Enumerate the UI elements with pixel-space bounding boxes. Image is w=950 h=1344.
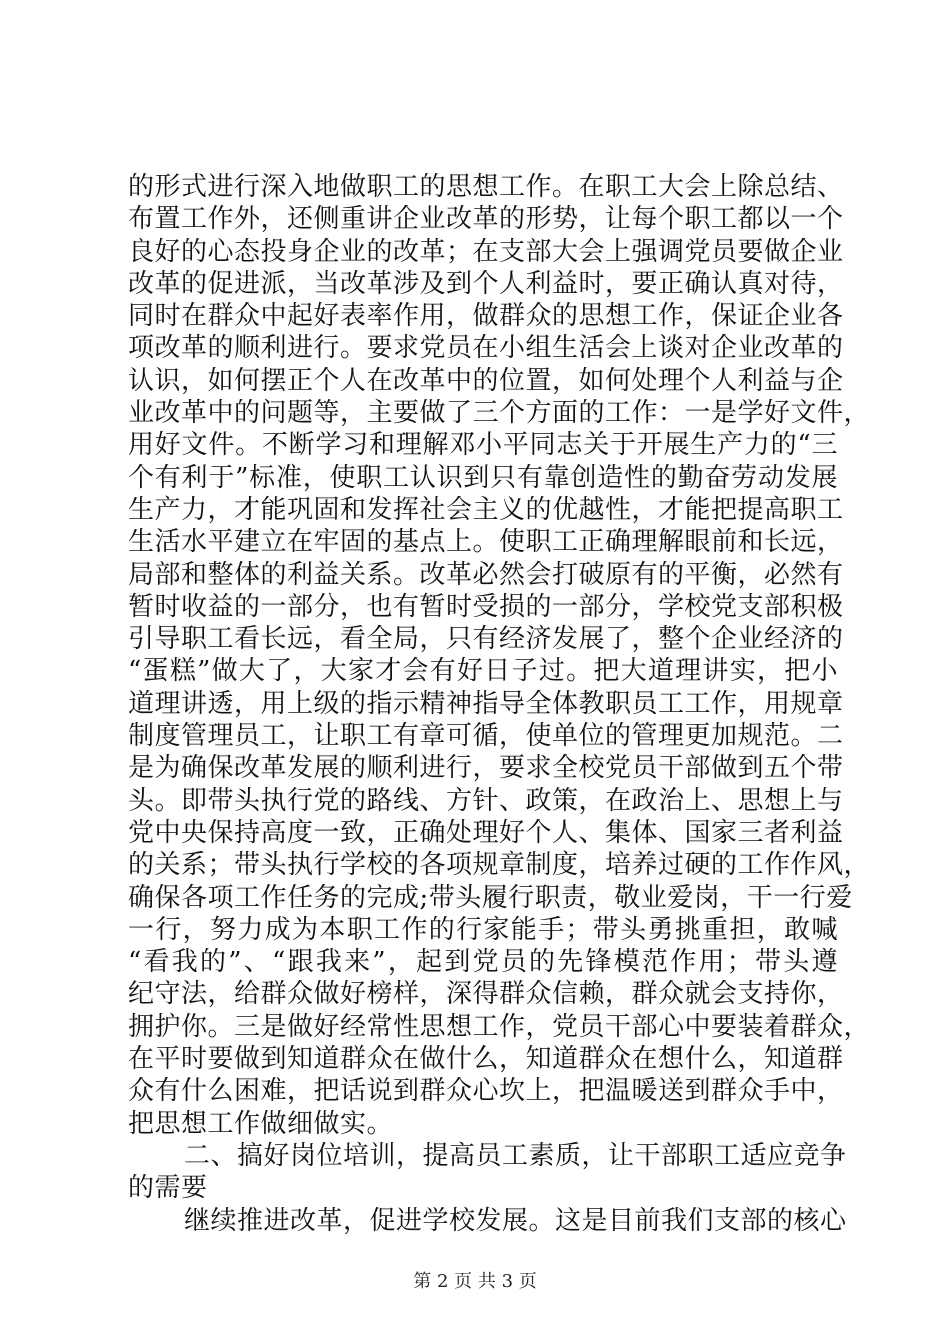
text-line: 布置工作外，还侧重讲企业改革的形势，让每个职工都以一个 [128,204,844,235]
text-line: 继续推进改革，促进学校发展。这是目前我们支部的核心 [184,1205,847,1236]
text-line: 头。即带头执行党的路线、方针、政策，在政治上、思想上与 [128,785,844,816]
text-line: 同时在群众中起好表率作用，做群众的思想工作，保证企业各 [128,301,844,332]
text-line: 引导职工看长远，看全局，只有经济发展了，整个企业经济的 [128,624,844,655]
text-line: 制度管理员工，让职工有章可循，使单位的管理更加规范。二 [128,721,844,752]
text-line: “蛋糕”做大了，大家才会有好日子过。把大道理讲实，把小 [128,656,838,687]
text-line: 改革的促进派，当改革涉及到个人利益时，要正确认真对待， [128,268,844,299]
text-line: 党中央保持高度一致，正确处理好个人、集体、国家三者利益 [128,817,844,848]
section-heading-line: 二、搞好岗位培训，提高员工素质，让干部职工适应竞争 [184,1140,847,1171]
text-line: 生产力，才能巩固和发挥社会主义的优越性，才能把提高职工 [128,494,844,525]
text-line: 认识，如何摆正个人在改革中的位置，如何处理个人利益与企 [128,365,844,396]
text-line: 生活水平建立在牢固的基点上。使职工正确理解眼前和长远， [128,527,844,558]
text-line: 局部和整体的利益关系。改革必然会打破原有的平衡，必然有 [128,559,844,590]
text-line: 在平时要做到知道群众在做什么，知道群众在想什么，知道群 [128,1044,844,1075]
text-line: 把思想工作做细做实。 [128,1108,394,1139]
text-line: 拥护你。三是做好经常性思想工作，党员干部心中要装着群众， [128,1011,871,1042]
text-line: 是为确保改革发展的顺利进行，要求全校党员干部做到五个带 [128,753,844,784]
text-line: 确保各项工作任务的完成;带头履行职责，敬业爱岗，干一行爱 [128,882,853,913]
text-line: 业改革中的问题等，主要做了三个方面的工作：一是学好文件， [128,398,871,429]
text-line: 暂时收益的一部分，也有暂时受损的一部分，学校党支部积极 [128,591,844,622]
text-line: 个有利于”标准，使职工认识到只有靠创造性的勤奋劳动发展 [128,462,838,493]
text-line: “看我的”、“跟我来”，起到党员的先锋模范作用；带头遵 [128,947,838,978]
text-line: 一行，努力成为本职工作的行家能手；带头勇挑重担，敢喊 [128,914,838,945]
page-footer: 第 2 页 共 3 页 [413,1271,537,1292]
text-line: 项改革的顺利进行。要求党员在小组生活会上谈对企业改革的 [128,333,844,364]
text-line: 良好的心态投身企业的改革；在支部大会上强调党员要做企业 [128,236,844,267]
body-text [128,171,871,1237]
text-line: 用好文件。不断学习和理解邓小平同志关于开展生产力的“三 [128,430,838,461]
text-line: 众有什么困难，把话说到群众心坎上，把温暖送到群众手中， [128,1076,844,1107]
text-line: 纪守法，给群众做好榜样，深得群众信赖，群众就会支持你， [128,979,844,1010]
text-line: 的关系；带头执行学校的各项规章制度，培养过硬的工作作风， [128,850,871,881]
text-line: 道理讲透，用上级的指示精神指导全体教职员工工作，用规章 [128,688,844,719]
text-line: 的形式进行深入地做职工的思想工作。在职工大会上除总结、 [128,172,844,202]
section-heading-line: 的需要 [128,1173,208,1204]
